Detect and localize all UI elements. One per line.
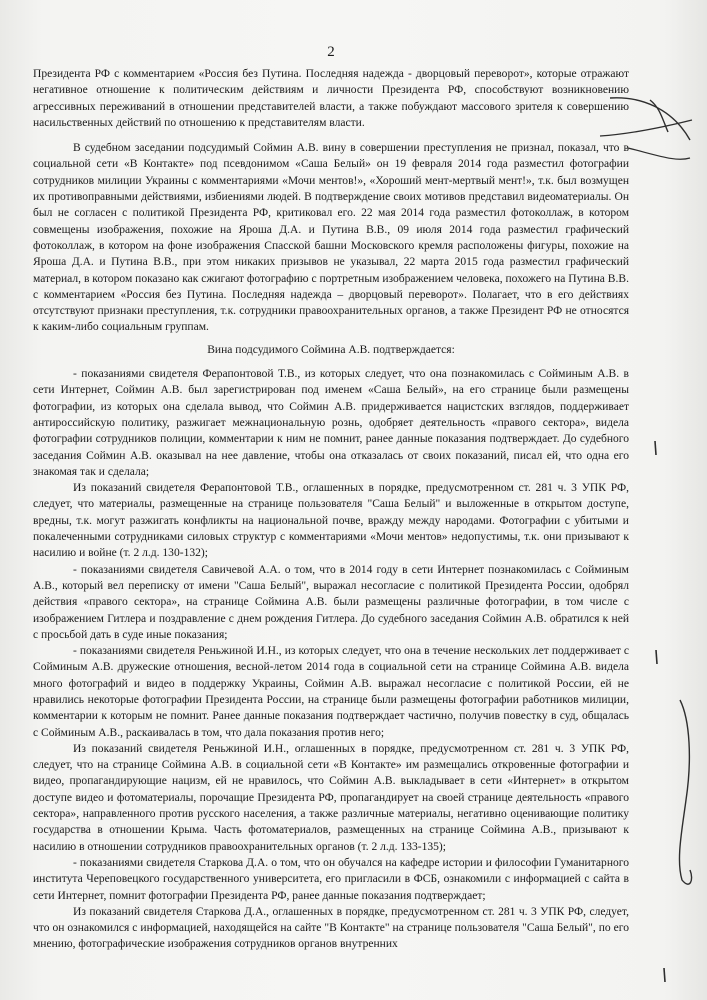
paragraph-witness-savicheva: - показаниями свидетеля Савичевой А.А. о том, что в 2014 году в сети Интернет познакомилась с Сойминым А.В., который вел переписку от имени "Саша Белый", выражал несогласие с политикой Президента России, одобрял действия «правого сектора», на странице Соймина А.В. были размещены различные фотографии, в том числе с изображением Гитлера и поздравление с днем рождения Гитлера. До судебного заседания Соймин А.В. обратился к ней с просьбой дать в суде иные показания; [33, 563, 629, 641]
margin-tick-3 [664, 968, 665, 982]
pen-stroke-right-1 [628, 148, 690, 159]
paragraph-witness-starkov-read: Из показаний свидетеля Старкова Д.А., оглашенных в порядке, предусмотренном ст. 281 ч. 3 УПК РФ, следует, что он ознакомился с информацией, находящейся на сайте "В Контакте" на странице пользователя "Саша Белый", по его мнению, фотографические изображения сотрудников органов внутренних [33, 905, 629, 951]
paragraph-witness-renzhina-read: Из показаний свидетеля Реньжиной И.Н., оглашенных в порядке, предусмотренном ст. 281 ч. 3 УПК РФ, следует, что на странице Соймина А.В. в социальной сети «В Контакте» им размещались откровенные фотографии и видео, пропагандирующие нацизм, ей не нравилось, что Соймин А.В. выкладывает в сети «Интернет» в открытом доступе видео и фотоматериалы, порочащие Президента РФ, пропагандирует на своей странице деятельность «правого сектора», направленного против русского населения, а также различные материалы, негативно оценивающие политику государства в отношении Крыма. Часть фотоматериалов, размещенных на странице Соймина А.В., призывают к насилию в отношении сотрудников правоохранительных органов (т. 2 л.д. 133-135); [33, 742, 629, 853]
paragraph-defendant-testimony: В судебном заседании подсудимый Соймин А.В. вину в совершении преступления не признал, показал, что в социальной сети «В Контакте» под псевдонимом «Саша Белый» он 19 февраля 2014 года разместил фотографии сотрудников милиции Украины с комментариями «Мочи ментов!», «Хороший мент-мертвый мент!», т.к. был возмущен их противоправными действиями, избиениями людей. В подтверждение своих мотивов представил видеоматериалы. Он был не согласен с политикой Президента РФ, критиковал его. 22 мая 2014 года разместил фотоколлаж, в котором совмещены изображения, похожие на Яроша Д.А. и Путина В.В., 09 июля 2014 года разместил графический фотоколлаж, в котором на фоне изображения Спасской башни Московского кремля расположены фигуры, похожие на Яроша Д.А. и Путина В.В., при этом никаких призывов не указывал, 22 марта 2015 года разместил графический материал, в котором показано как сжигают фотографию с портретным изображением человека, похожего на Путина В.В. с комментарием «Россия без Путина. Последняя надежда – дворцовый переворот». Полагает, что в его действиях отсутствуют признаки преступления, т.к. сотрудники правоохранительных органов, а также Президент РФ не относятся к каким-либо социальным группам. [33, 142, 629, 334]
paragraph-witness-starkov: - показаниями свидетеля Старкова Д.А. о том, что он обучался на кафедре истории и философии Гуманитарного института Череповецкого государственного университета, его пригласили в ФСБ, ознакомили с информацией с сайта в сети Интернет, помнит фотографии Президента РФ, ранее данные показания подтверждает; [33, 856, 629, 902]
paragraph-witness-ferapontova: - показаниями свидетеля Ферапонтовой Т.В., из которых следует, что она познакомилась с Сойминым А.В. в сети Интернет, Соймин А.В. был зарегистрирован под именем «Саша Белый», на его странице были размещены фотографии, из которых она сделала вывод, что Соймин А.В. придерживается нацистских взглядов, поддерживает антироссийскую политику, разжигает межнациональную рознь, одобряет деятельность «правого сектора», видела фотографии сотрудников полиции, комментарии к ним не помнит, ранее данные показания подтверждает. До судебного заседания Соймин А.В. оказывал на нее давление, чтобы она отказалась от своих показаний, писал ей, что одна его знакомая так и сделала; [33, 368, 629, 478]
paragraph-witness-renzhina: - показаниями свидетеля Реньжиной И.Н., из которых следует, что она в течение нескольких лет поддерживает с Сойминым А.В. дружеские отношения, весной-летом 2014 года в социальной сети на странице Соймина А.В. видела много фотографий и видео в поддержку Украины, Соймин А.В. выражал несогласие с политикой России, ей не нравились некоторые фотографии Президента России, на странице были размещены фотографии работников милиции, комментарии к которым не помнит. Ранее данные показания подтверждает частично, получив повестку в суд, общалась с Сойминым А.В., раскаивалась в том, что дала показания против него; [33, 645, 629, 739]
margin-tick-1 [655, 441, 656, 455]
section-heading-guilt: Вина подсудимого Соймина А.В. подтверждается: [207, 343, 455, 356]
paragraph-intro-continuation: Президента РФ с комментарием «Россия без Путина. Последняя надежда - дворцовый переворот», которые отражают негативное отношение к политическим действиям и личности Президента РФ, способствуют возникновению агрессивных переживаний в отношении представителей власти, а также побуждают массового зрителя к совершению насильственных действий по отношению к представителям власти. [33, 68, 629, 129]
paragraph-witness-ferapontova-read: Из показаний свидетеля Ферапонтовой Т.В., оглашенных в порядке, предусмотренном ст. 281 ч. 3 УПК РФ, следует, что материалы, размещенные на странице пользователя "Саша Белый" и выложенные в открытом доступе, вредны, т.к. могут разжигать конфликты на национальной почве, вражду между народами. Фотографии с убитыми и покалеченными сотрудниками силовых структур с комментариями «Мочи ментов» недопустимы, т.к. они призывают к насилию и войне (т. 2 л.д. 130-132); [33, 482, 629, 560]
document-body [33, 66, 629, 953]
margin-tick-2 [656, 650, 657, 664]
pen-stroke-top-2 [650, 100, 668, 132]
pen-bracket-bottom [679, 700, 691, 884]
page-number: 2 [327, 44, 335, 60]
